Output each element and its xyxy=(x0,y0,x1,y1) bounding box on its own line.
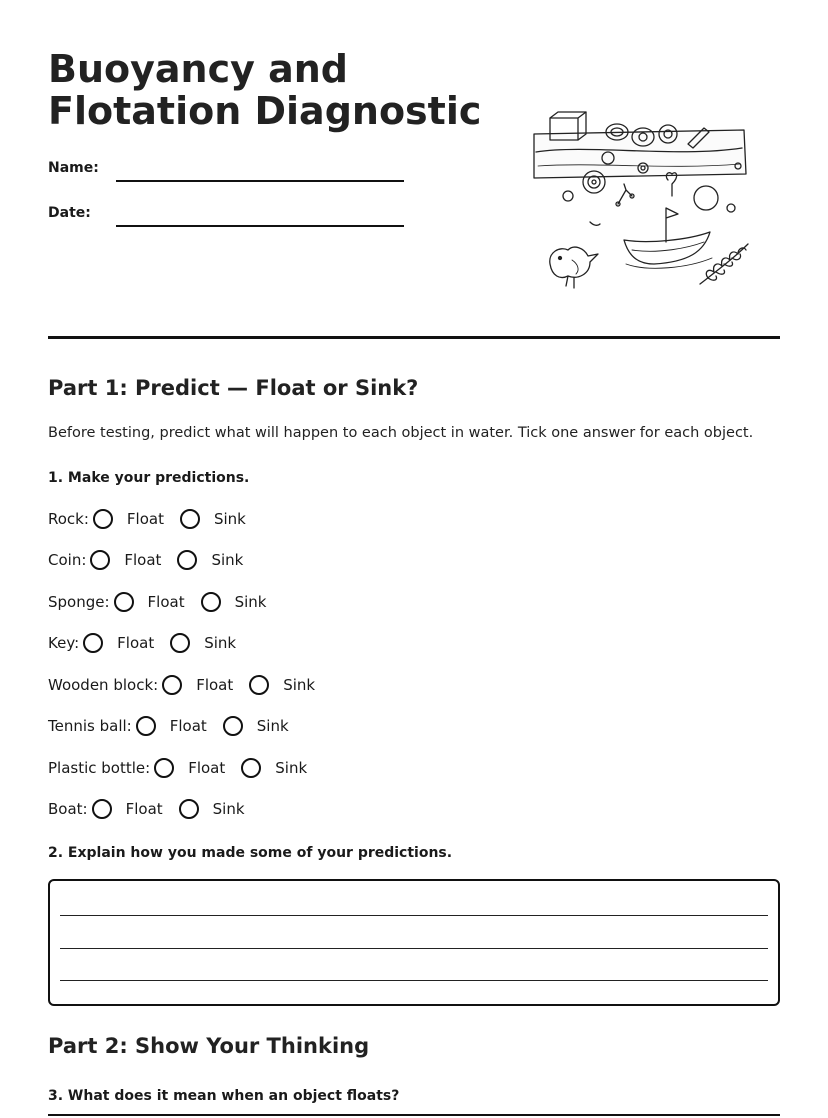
sink-radio[interactable] xyxy=(170,633,190,653)
sink-radio[interactable] xyxy=(201,592,221,612)
float-radio[interactable] xyxy=(92,799,112,819)
name-label: Name: xyxy=(48,160,99,176)
float-label: Float xyxy=(188,759,226,777)
explanation-answer-box[interactable] xyxy=(48,879,780,1006)
sink-label: Sink xyxy=(211,551,244,569)
object-label: Coin: xyxy=(48,551,87,569)
sink-label: Sink xyxy=(213,510,246,528)
part1-instructions: Before testing, predict what will happen to each object in water. Tick one answer for each object. xyxy=(48,425,754,441)
float-label: Float xyxy=(125,800,163,818)
float-label: Float xyxy=(117,634,155,652)
sink-radio[interactable] xyxy=(180,509,200,529)
sink-radio[interactable] xyxy=(241,758,261,778)
object-label: Sponge: xyxy=(48,593,110,611)
floating-objects-illustration xyxy=(528,104,760,296)
sink-label: Sink xyxy=(256,717,289,735)
float-label: Float xyxy=(169,717,207,735)
question-2-title: 2. Explain how you made some of your predictions. xyxy=(48,845,453,861)
object-label: Rock: xyxy=(48,510,89,528)
float-radio[interactable] xyxy=(136,716,156,736)
prediction-row-rock xyxy=(48,506,262,532)
date-label: Date: xyxy=(48,205,91,221)
sink-label: Sink xyxy=(283,676,316,694)
date-field[interactable] xyxy=(116,225,404,227)
object-label: Plastic bottle: xyxy=(48,759,151,777)
sink-radio[interactable] xyxy=(177,550,197,570)
sink-label: Sink xyxy=(204,634,237,652)
question-3-title: 3. What does it mean when an object floats? xyxy=(48,1088,400,1104)
float-label: Float xyxy=(124,551,162,569)
prediction-row-sponge xyxy=(48,589,282,615)
prediction-row-wooden-block xyxy=(48,672,331,698)
part1-title: Part 1: Predict — Float or Sink? xyxy=(48,376,419,400)
float-radio[interactable] xyxy=(154,758,174,778)
sink-radio[interactable] xyxy=(249,675,269,695)
question-1-title: 1. Make your predictions. xyxy=(48,470,250,486)
sink-radio[interactable] xyxy=(179,799,199,819)
answer-line[interactable] xyxy=(48,1114,780,1116)
float-label: Float xyxy=(147,593,185,611)
sink-radio[interactable] xyxy=(223,716,243,736)
part2-title: Part 2: Show Your Thinking xyxy=(48,1034,370,1058)
writing-line xyxy=(60,948,768,949)
prediction-row-key xyxy=(48,630,252,656)
object-label: Tennis ball: xyxy=(48,717,132,735)
float-radio[interactable] xyxy=(93,509,113,529)
worksheet-title: Buoyancy and Flotation Diagnostic xyxy=(48,47,482,133)
sink-label: Sink xyxy=(275,759,308,777)
name-field[interactable] xyxy=(116,180,404,182)
prediction-row-tennis-ball xyxy=(48,713,305,739)
float-radio[interactable] xyxy=(83,633,103,653)
prediction-row-coin xyxy=(48,547,259,573)
sink-label: Sink xyxy=(212,800,245,818)
writing-line xyxy=(60,980,768,981)
float-label: Float xyxy=(196,676,234,694)
float-radio[interactable] xyxy=(162,675,182,695)
float-radio[interactable] xyxy=(90,550,110,570)
prediction-row-boat xyxy=(48,796,261,822)
float-radio[interactable] xyxy=(114,592,134,612)
object-label: Wooden block: xyxy=(48,676,159,694)
sink-label: Sink xyxy=(234,593,267,611)
object-label: Key: xyxy=(48,634,80,652)
prediction-row-plastic-bottle xyxy=(48,755,323,781)
float-label: Float xyxy=(126,510,164,528)
object-label: Boat: xyxy=(48,800,88,818)
header-divider xyxy=(48,336,780,339)
writing-line xyxy=(60,915,768,916)
